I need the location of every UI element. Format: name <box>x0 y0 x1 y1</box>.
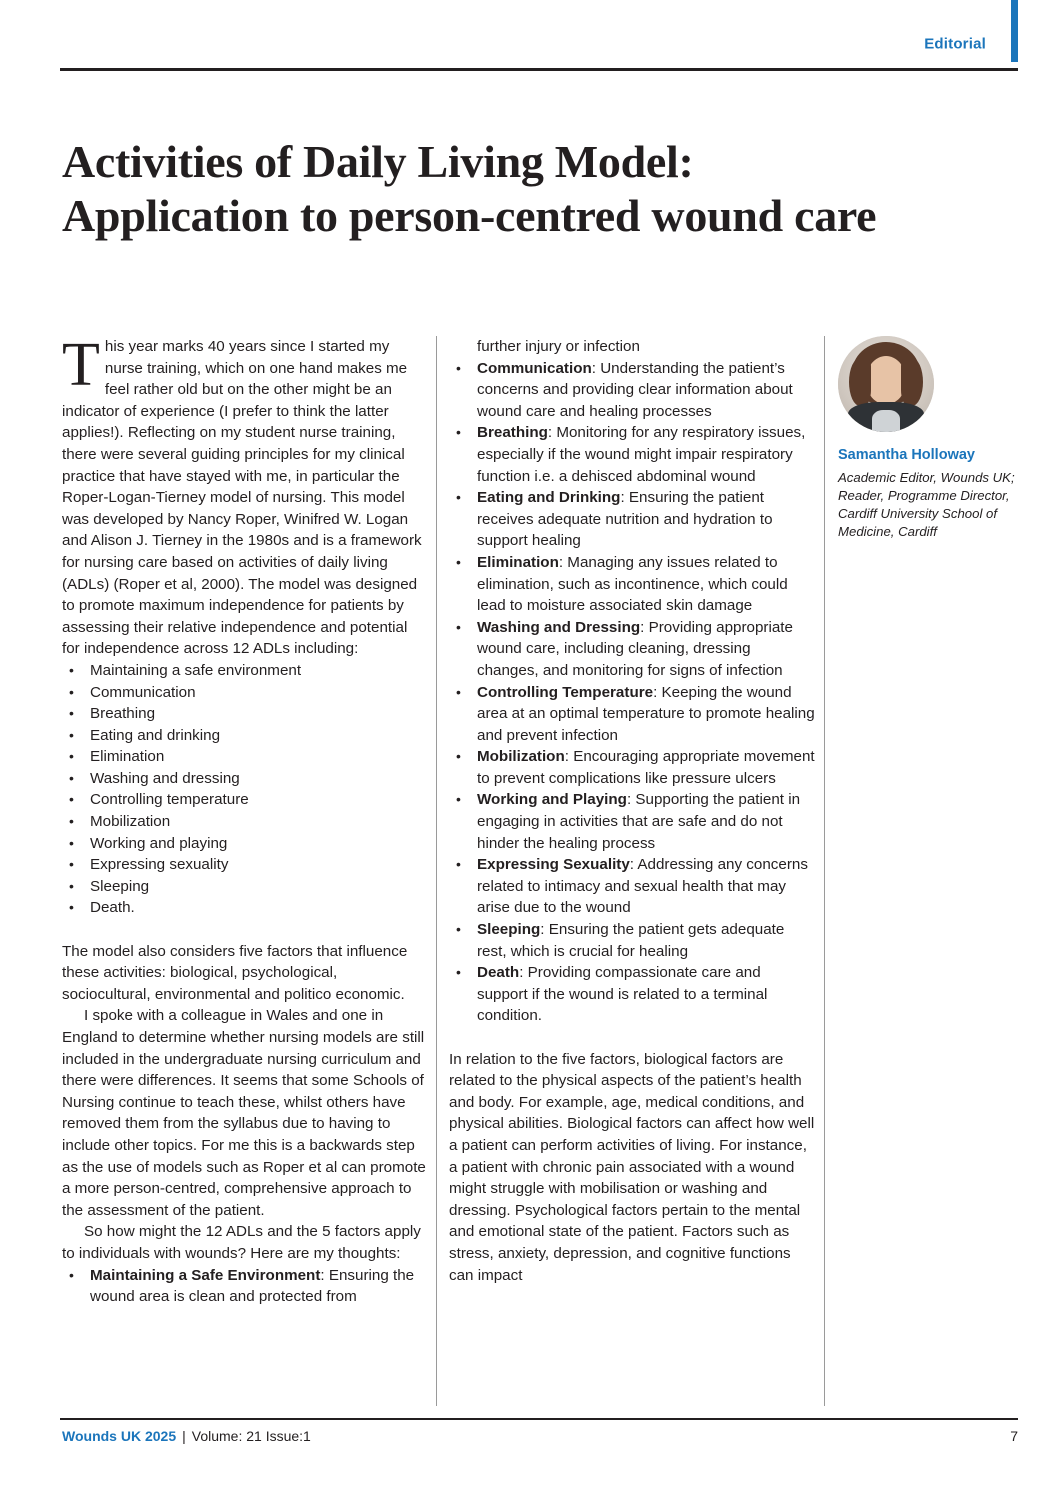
list-item <box>62 897 428 919</box>
bullet-term: Washing and Dressing <box>477 618 641 636</box>
five-factors-paragraph: The model also considers five factors that influence these activities: biological, psychological, sociocultural, environmental and politico economic. <box>62 942 408 1003</box>
avatar-face <box>866 356 906 404</box>
list-item <box>449 962 815 1027</box>
bullet-text: : Keeping the wound area at an optimal temperature to promote healing and prevent infection <box>477 683 815 744</box>
page-header <box>60 0 1018 72</box>
list-item <box>449 617 815 682</box>
footer-left <box>62 1428 311 1444</box>
avatar-hair-right <box>901 358 923 406</box>
adl-item-label: Communication <box>90 683 196 701</box>
adl-item-label: Death. <box>90 899 135 917</box>
continuation-text: further injury or infection <box>477 338 640 355</box>
bullet-term: Breathing <box>477 424 548 442</box>
list-item <box>62 768 428 790</box>
avatar-collar <box>872 410 900 432</box>
bullet-text: : Encouraging appropriate movement to prevent complications like pressure ulcers <box>477 748 815 787</box>
list-item <box>62 1265 428 1308</box>
list-item <box>449 919 815 962</box>
avatar <box>838 336 934 432</box>
list-item <box>62 682 428 704</box>
adl-item-label: Sleeping <box>90 877 150 895</box>
list-item <box>62 725 428 747</box>
bullet-text: : Ensuring the patient receives adequate nutrition and hydration to support healing <box>477 489 773 550</box>
adl-item-label: Elimination <box>90 748 165 766</box>
footer-separator: | <box>182 1428 186 1444</box>
adl-item-label: Breathing <box>90 705 156 723</box>
left-column <box>62 331 428 1308</box>
adl-item-label: Mobilization <box>90 813 171 831</box>
bullet-text: : Monitoring for any respiratory issues, especially if the wound might impair respiratory function i.e. a dehisced abdominal wound <box>477 424 806 485</box>
bullet-text: : Managing any issues related to elimination, such as incontinence, which could lead to moisture associated skin damage <box>477 553 788 615</box>
list-item <box>449 854 815 919</box>
right-column <box>449 336 815 1286</box>
bullet-term: Eating and Drinking <box>477 489 621 507</box>
list-item <box>449 789 815 854</box>
bullet-text: : Ensuring the wound area is clean and protected from <box>90 1266 415 1306</box>
bullet-term: Working and Playing <box>477 791 627 809</box>
drop-cap: T <box>62 331 100 399</box>
page-number: 7 <box>1010 1428 1018 1444</box>
author-name: Samantha Holloway <box>838 447 975 463</box>
footer-volume: Volume: 21 Issue:1 <box>191 1428 311 1444</box>
bullet-term: Mobilization <box>477 748 565 766</box>
bullet-text: : Supporting the patient in engaging in activities that are safe and do not hinder the healing process <box>477 791 801 852</box>
bullet-term: Elimination <box>477 553 559 571</box>
header-rule <box>60 68 1018 71</box>
adl-item-label: Working and playing <box>90 834 228 852</box>
bullet-text: : Understanding the patient’s concerns and providing clear information about wound care and healing processes <box>477 359 793 420</box>
bullet-term: Expressing Sexuality <box>477 856 630 874</box>
bullet-text: : Ensuring the patient gets adequate rest, which is crucial for healing <box>477 921 785 960</box>
author-box <box>838 336 1018 541</box>
list-item <box>449 487 815 552</box>
list-item <box>449 422 815 487</box>
footer-rule <box>60 1418 1018 1420</box>
column-divider-2 <box>824 336 825 1406</box>
curriculum-paragraph: I spoke with a colleague in Wales and one in England to determine whether nursing models are still included in the undergraduate nursing curriculum and there were differences. It seems that some Schools of Nursing continue to teach these, whilst others have removed them from the syllabus due to having to include other topics. For me this is a backwards step as the use of models such as Roper et al can promote a more person-centred, comprehensive approach to the assessment of the patient. <box>62 1007 426 1219</box>
list-item <box>449 746 815 789</box>
section-label: Editorial <box>924 35 986 53</box>
adl-item-label: Controlling temperature <box>90 791 249 809</box>
bullet-term: Sleeping <box>477 921 541 939</box>
bullet-text: : Addressing any concerns related to intimacy and sexual health that may arise due to the wound <box>477 856 808 917</box>
intro-paragraph-text: his year marks 40 years since I started my nurse training, which on one hand makes me feel rather old but on the other might be an indicator of experience (I prefer to think the latter applies!). Reflecting on my student nurse training, there were several guiding principles for my clinical practice that have stayed with me, in particular the Roper-Logan-Tierney model of nursing. This model was developed by Nancy Roper, Winifred W. Logan and Alison J. Tierney in the 1980s and is a framework for nursing care based on activities of daily living (ADLs) (Roper et al, 2000). The model was designed to promote maximum independence for patients by assessing their relative independence and potential for independence across 12 ADLs including: <box>62 338 422 658</box>
intro-paragraph <box>62 331 428 660</box>
list-item <box>62 876 428 898</box>
author-role: Academic Editor, Wounds UK; Reader, Programme Director, Cardiff University School of Medicine, Cardiff <box>838 470 1015 539</box>
bullet-term: Death <box>477 964 520 982</box>
adl-application-list-left <box>62 1265 428 1308</box>
column-divider-1 <box>436 336 437 1406</box>
bullet-term: Maintaining a Safe Environment <box>90 1266 321 1284</box>
bullet-text: : Providing appropriate wound care, including cleaning, dressing changes, and monitoring for signs of infection <box>477 618 793 679</box>
adl-list <box>62 660 428 919</box>
bullet-term: Controlling Temperature <box>477 683 654 701</box>
adl-application-list-right <box>449 358 815 1027</box>
list-item <box>62 746 428 768</box>
list-item <box>62 833 428 855</box>
thoughts-intro-paragraph: So how might the 12 ADLs and the 5 factors apply to individuals with wounds? Here are my thoughts: <box>62 1223 421 1262</box>
list-item <box>62 789 428 811</box>
list-item <box>449 552 815 617</box>
adl-item-label: Expressing sexuality <box>90 856 229 874</box>
adl-item-label: Eating and drinking <box>90 726 221 744</box>
list-item <box>62 854 428 876</box>
avatar-hair-left <box>849 358 871 406</box>
list-item <box>62 660 428 682</box>
header-accent-bar <box>1011 0 1018 62</box>
bullet-term: Communication <box>477 359 592 377</box>
footer-brand: Wounds UK 2025 <box>62 1428 177 1444</box>
bullet-text: : Providing compassionate care and support if the wound is related to a terminal condition. <box>477 964 768 1025</box>
list-item <box>62 811 428 833</box>
adl-item-label: Washing and dressing <box>90 769 240 787</box>
page-footer <box>62 1428 1018 1456</box>
list-item <box>449 682 815 747</box>
adl-item-label: Maintaining a safe environment <box>90 661 302 679</box>
list-item <box>449 358 815 423</box>
five-factors-discussion: In relation to the five factors, biological factors are related to the physical aspects of the patient’s health and body. For example, age, medical conditions, and physical abilities. Biological factors can affect how well a patient can perform activities of living. For instance, a patient with chronic pain associated with a wound might struggle with mobilisation or washing and dressing. Psychological factors pertain to the mental and emotional state of the patient. Factors such as stress, anxiety, depression, and cognitive functions can impact <box>449 1050 815 1284</box>
page-title: Activities of Daily Living Model: Application to person-centred wound care <box>62 135 877 241</box>
list-item <box>62 703 428 725</box>
